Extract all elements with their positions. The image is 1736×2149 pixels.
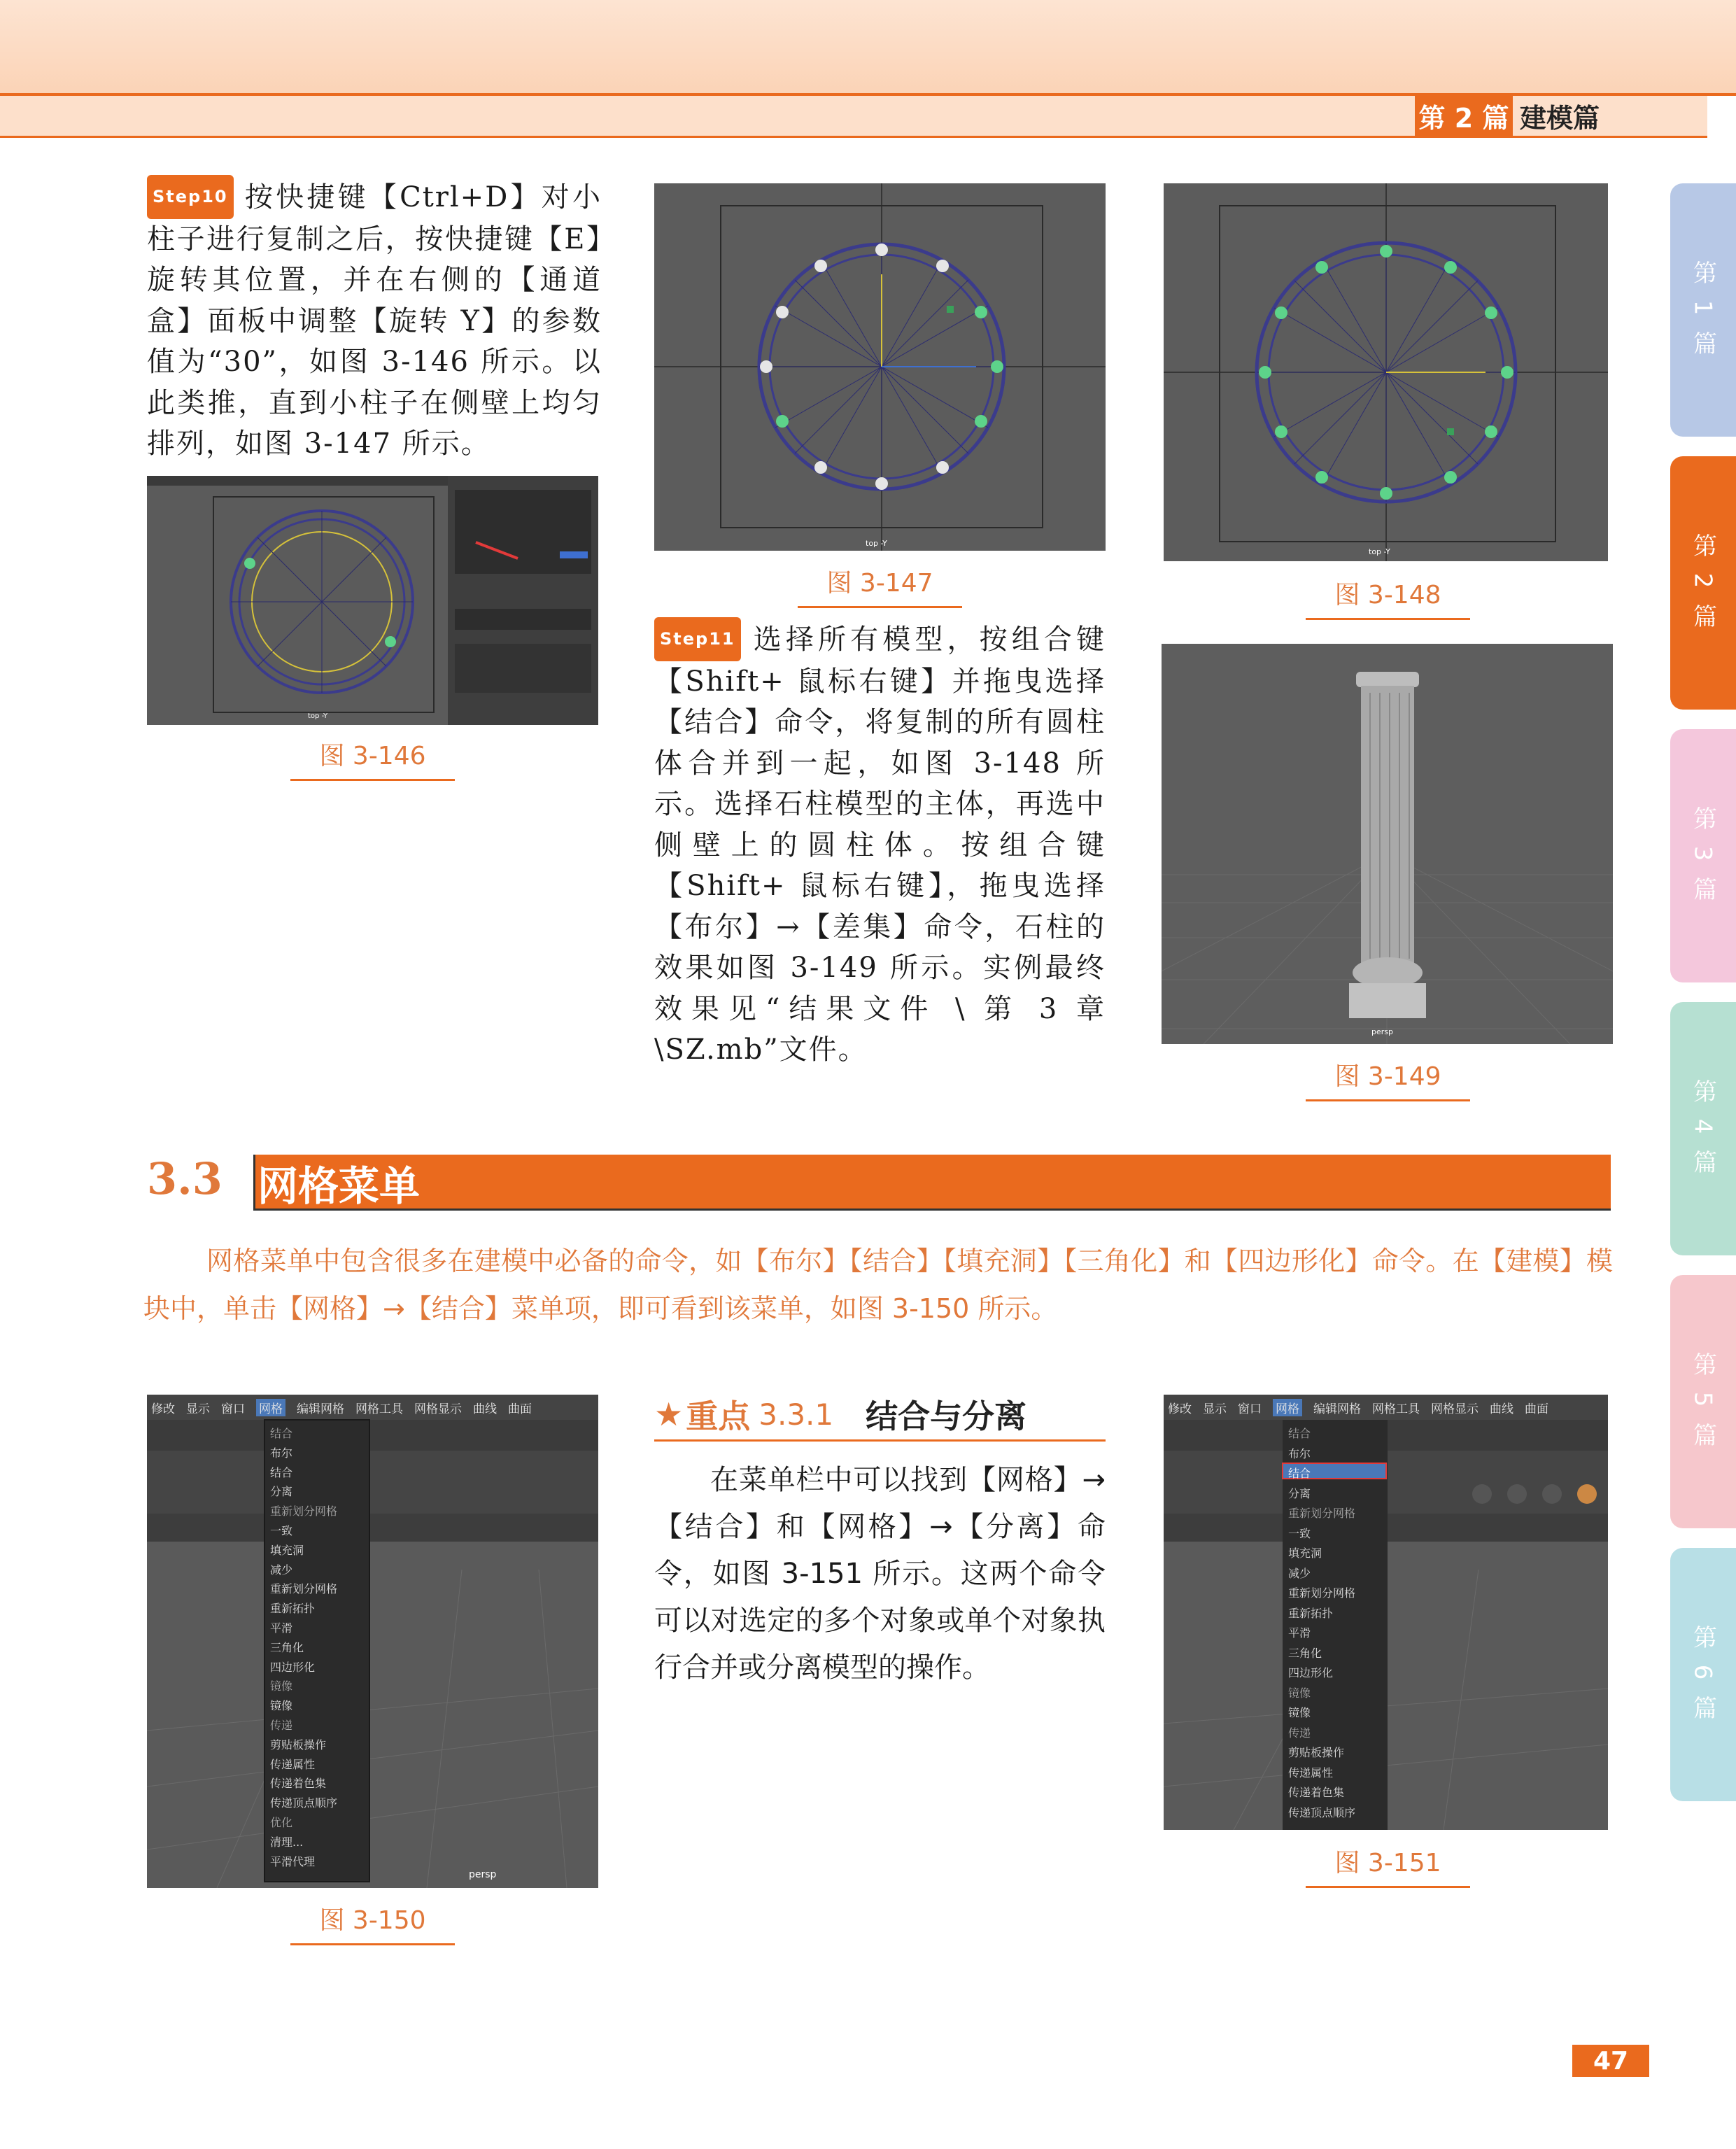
menu-item[interactable]: 网格显示	[1431, 1402, 1479, 1416]
figure-3-149	[1162, 644, 1613, 1044]
side-tab-part-6[interactable]	[1670, 1548, 1736, 1801]
view-label: persp	[469, 1869, 497, 1880]
menu-item-transfer-shading[interactable]: 传递着色集	[270, 1777, 327, 1791]
menu-item-combine[interactable]: 结合	[1288, 1467, 1311, 1480]
menu-item-clipboard[interactable]: 剪贴板操作	[270, 1738, 327, 1752]
menu-section: 重新划分网格	[1288, 1507, 1356, 1520]
star-icon: ★	[654, 1395, 684, 1433]
menu-item[interactable]: 曲面	[1525, 1402, 1548, 1416]
menu-section: 镜像	[1288, 1686, 1311, 1700]
menu-section: 传递	[270, 1718, 293, 1732]
menu-section: 传递	[1288, 1726, 1311, 1740]
menu-section: 优化	[270, 1815, 293, 1829]
section-number: 3.3	[147, 1153, 223, 1204]
menu-item-mesh[interactable]: 网格	[256, 1399, 285, 1416]
header-band	[0, 0, 1736, 94]
step10-paragraph	[147, 175, 602, 465]
figure-3-151	[1164, 1395, 1608, 1830]
menu-item-clipboard[interactable]: 剪贴板操作	[1288, 1746, 1345, 1759]
menu-item[interactable]: 窗口	[221, 1402, 245, 1416]
menu-item[interactable]: 窗口	[1238, 1402, 1262, 1416]
menu-item[interactable]: 网格工具	[355, 1402, 403, 1416]
key-point-paragraph: 在菜单栏中可以找到【网格】→【结合】和【网格】→【分离】命令，如图 3-151 所示。这两个命令可以对选定的多个对象或单个对象执行合并或分离模型的操作。	[654, 1464, 1106, 1684]
menu-item-transfer-attributes[interactable]: 传递属性	[270, 1757, 316, 1771]
menu-item-smooth[interactable]: 平滑	[270, 1621, 293, 1635]
view-label: top -Y	[1369, 547, 1390, 556]
menu-item-transfer-shading[interactable]: 传递着色集	[1288, 1786, 1345, 1799]
menu-item[interactable]: 编辑网格	[297, 1402, 344, 1416]
menu-item[interactable]: 曲面	[508, 1402, 532, 1416]
step11-paragraph	[654, 617, 1106, 1071]
menu-item-reduce[interactable]: 减少	[1288, 1566, 1311, 1580]
step10-text: 按快捷键【Ctrl+D】对小柱子进行复制之后，按快捷键【E】旋转其位置，并在右侧的【通道盒】面板中调整【旋转 Y】的参数值为“30”，如图 3-146 所示。以此类推，直到小柱子在侧壁上均匀排列，如图 3-147 所示。	[147, 181, 602, 460]
menu-item[interactable]: 曲线	[473, 1402, 497, 1416]
side-tab-part-4[interactable]	[1670, 1002, 1736, 1255]
menu-item-transfer-vertex-order[interactable]: 传递顶点顺序	[270, 1796, 338, 1810]
side-tab-label: 第 6 篇	[1688, 1625, 1717, 1724]
caption-3-147: 图 3-147	[798, 563, 962, 608]
figure-3-148	[1164, 183, 1608, 561]
mesh-menu	[270, 1424, 367, 1871]
side-tab-label: 第 2 篇	[1688, 533, 1717, 633]
menu-item-remesh[interactable]: 重新划分网格	[270, 1582, 338, 1596]
menu-section: 结合	[1288, 1427, 1311, 1440]
menu-item-transfer-vertex-order[interactable]: 传递顶点顺序	[1288, 1805, 1356, 1819]
step11-text: 选择所有模型，按组合键【Shift+ 鼠标右键】并拖曳选择【结合】命令，将复制的所有圆柱体合并到一起，如图 3-148 所示。选择石柱模型的主体，再选中侧壁上的圆柱体。按组合键【Shift+ 鼠标右键】，拖曳选择【布尔】→【差集】命令，石柱的效果如图 3-149 所示。实例最终效果见“结果文件 \ 第 3 章 \SZ.mb”文件。	[654, 623, 1106, 1066]
key-point-heading	[654, 1389, 1106, 1442]
side-tab-part-1[interactable]	[1670, 183, 1736, 437]
caption-3-151: 图 3-151	[1306, 1843, 1470, 1888]
step11-tag: Step11	[654, 617, 741, 661]
menu-item-fill-hole[interactable]: 填充洞	[270, 1543, 304, 1557]
menu-item-remesh[interactable]: 重新划分网格	[1288, 1586, 1356, 1600]
menu-item-combine[interactable]: 结合	[270, 1465, 293, 1479]
menu-item-transfer-attributes[interactable]: 传递属性	[1288, 1766, 1334, 1780]
mesh-menu	[1288, 1424, 1385, 1823]
side-tab-part-2[interactable]	[1670, 456, 1736, 710]
menu-item[interactable]: 修改	[1168, 1402, 1192, 1416]
menu-item-fill-hole[interactable]: 填充洞	[1288, 1546, 1322, 1560]
menu-section: 镜像	[270, 1679, 293, 1693]
menu-section: 重新划分网格	[270, 1505, 338, 1519]
caption-3-150: 图 3-150	[290, 1901, 455, 1945]
figure-3-147	[654, 183, 1106, 551]
side-tab-label: 第 1 篇	[1688, 260, 1717, 360]
menu-item-retopologize[interactable]: 重新拓扑	[270, 1602, 316, 1616]
menu-item-retopologize[interactable]: 重新拓扑	[1288, 1606, 1334, 1620]
section-title-bar	[253, 1155, 1611, 1211]
view-label: persp	[1371, 1027, 1393, 1036]
side-tab-part-3[interactable]	[1670, 729, 1736, 982]
side-tab-label: 第 4 篇	[1688, 1079, 1717, 1178]
view-label: top -Y	[308, 712, 328, 720]
menu-item-quadrangulate[interactable]: 四边形化	[1288, 1666, 1334, 1679]
menu-item[interactable]: 曲线	[1490, 1402, 1513, 1416]
page-number: 47	[1572, 2045, 1649, 2077]
header-rule-bottom	[0, 136, 1707, 138]
menubar	[1164, 1399, 1608, 1416]
figure-3-146	[147, 476, 598, 725]
menu-item-smooth-proxy[interactable]: 平滑代理	[270, 1854, 316, 1868]
menu-item-triangulate[interactable]: 三角化	[1288, 1646, 1322, 1660]
key-point-label: 重点	[686, 1397, 751, 1435]
menu-item-separate[interactable]: 分离	[1288, 1486, 1311, 1500]
menu-section: 结合	[270, 1427, 293, 1440]
menu-item[interactable]: 显示	[1203, 1402, 1227, 1416]
menu-item-mirror[interactable]: 镜像	[1288, 1706, 1311, 1719]
menu-item-cleanup[interactable]: 清理...	[270, 1835, 304, 1849]
menu-item-conform[interactable]: 一致	[1288, 1526, 1311, 1540]
key-point-number: 3.3.1	[758, 1397, 834, 1432]
part-name: 建模篇	[1520, 103, 1600, 134]
menu-item-conform[interactable]: 一致	[270, 1523, 293, 1537]
side-tab-part-5[interactable]	[1670, 1275, 1736, 1528]
menu-item-boolean[interactable]: 布尔	[270, 1446, 293, 1460]
side-tab-label: 第 3 篇	[1688, 806, 1717, 906]
figure-3-150	[147, 1395, 598, 1888]
part-tag: 第 2 篇	[1415, 96, 1513, 136]
caption-3-149: 图 3-149	[1306, 1057, 1470, 1101]
menu-item[interactable]: 显示	[186, 1402, 210, 1416]
key-point-title: 结合与分离	[866, 1397, 1027, 1435]
caption-3-148: 图 3-148	[1306, 575, 1470, 620]
menu-item-mesh[interactable]: 网格	[1273, 1399, 1302, 1416]
menu-item-triangulate[interactable]: 三角化	[270, 1640, 304, 1654]
menu-item-reduce[interactable]: 减少	[270, 1563, 293, 1577]
menu-item[interactable]: 修改	[151, 1402, 175, 1416]
menu-item-smooth[interactable]: 平滑	[1288, 1626, 1311, 1640]
menu-item-quadrangulate[interactable]: 四边形化	[270, 1660, 316, 1674]
menu-item[interactable]: 编辑网格	[1313, 1402, 1361, 1416]
view-label: top -Y	[866, 539, 887, 548]
menu-item-separate[interactable]: 分离	[270, 1485, 293, 1499]
side-tab-label: 第 5 篇	[1688, 1352, 1717, 1451]
caption-3-146: 图 3-146	[290, 736, 455, 781]
step10-tag: Step10	[147, 175, 234, 219]
menu-item-boolean[interactable]: 布尔	[1288, 1446, 1311, 1460]
menu-item-mirror[interactable]: 镜像	[270, 1699, 293, 1713]
menubar	[147, 1399, 598, 1416]
section-title: 网格菜单	[257, 1162, 421, 1210]
menu-item[interactable]: 网格工具	[1372, 1402, 1420, 1416]
section-intro: 网格菜单中包含很多在建模中必备的命令，如【布尔】【结合】【填充洞】【三角化】和【四边形化】命令。在【建模】模块中，单击【网格】→【结合】菜单项，即可看到该菜单，如图 3-150 所示。	[143, 1246, 1613, 1324]
menu-item[interactable]: 网格显示	[414, 1402, 462, 1416]
